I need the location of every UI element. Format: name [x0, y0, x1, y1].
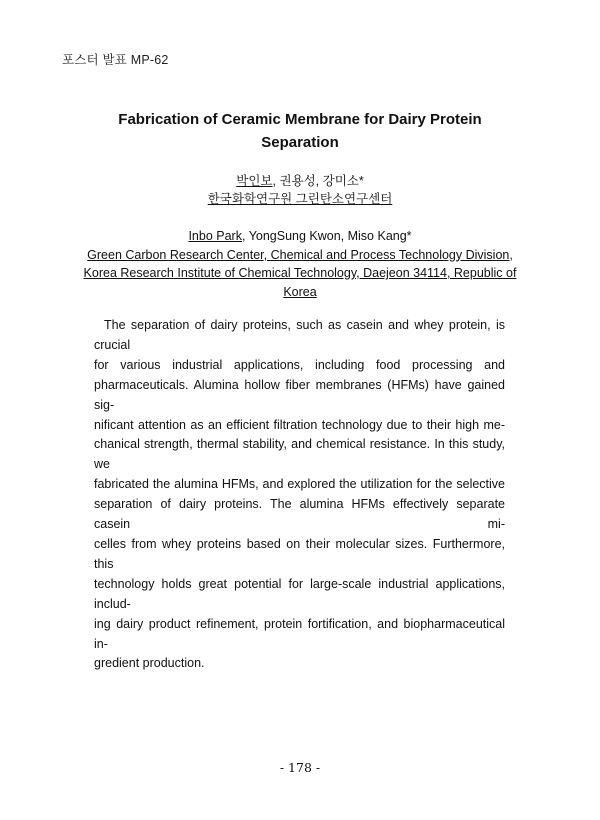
abstract-line: gredient production.	[94, 656, 205, 671]
abstract-line: chanical strength, thermal stability, and chemical resistance. In this study, we	[94, 437, 505, 472]
english-affiliation-line-1: Green Carbon Research Center, Chemical and Process Technology Division,	[87, 247, 513, 262]
english-coauthors: , YongSung Kwon, Miso Kang*	[241, 229, 412, 243]
korean-affiliation: 한국화학연구원 그린탄소연구센터	[207, 192, 393, 206]
paper-title	[60, 108, 540, 154]
english-affiliation-line-3: Korea	[283, 284, 317, 299]
korean-authors	[60, 172, 540, 190]
title-line-2: Separation	[261, 134, 339, 151]
english-affiliation-line-2: Korea Research Institute of Chemical Technology, Daejeon 34114, Republic of	[83, 266, 517, 280]
english-presenting-author: Inbo Park	[188, 229, 242, 243]
abstract-line: fabricated the alumina HFMs, and explored the utilization for the selective	[94, 477, 505, 492]
abstract-body	[94, 316, 505, 674]
abstract-line: ing dairy product refinement, protein fortification, and biopharmaceutical in-	[94, 616, 505, 651]
session-label: 포스터 발표 MP-62	[62, 53, 169, 67]
english-authors	[60, 227, 540, 246]
korean-coauthors: , 권용성, 강미소*	[272, 174, 364, 188]
english-authors-block	[60, 227, 540, 301]
abstract-line: celles from whey proteins based on their molecular sizes. Furthermore, this	[94, 536, 505, 571]
abstract-line: pharmaceuticals. Alumina hollow fiber membranes (HFMs) have gained sig-	[94, 377, 505, 412]
korean-presenting-author: 박인보	[236, 174, 273, 188]
abstract-line: The separation of dairy proteins, such as casein and whey protein, is crucial	[94, 318, 505, 352]
abstract-line: technology holds great potential for large-scale industrial applications, includ-	[94, 576, 505, 611]
abstract-line: for various industrial applications, including food processing and	[94, 357, 505, 372]
abstract-line: separation of dairy proteins. The alumina HFMs effectively separate casein mi-	[94, 497, 505, 532]
page-number: - 178 -	[279, 760, 321, 775]
title-line-1: Fabrication of Ceramic Membrane for Dairy Protein	[118, 111, 482, 128]
abstract-line: nificant attention as an efficient filtration technology due to their high me-	[94, 417, 505, 432]
korean-authors-block	[60, 172, 540, 208]
